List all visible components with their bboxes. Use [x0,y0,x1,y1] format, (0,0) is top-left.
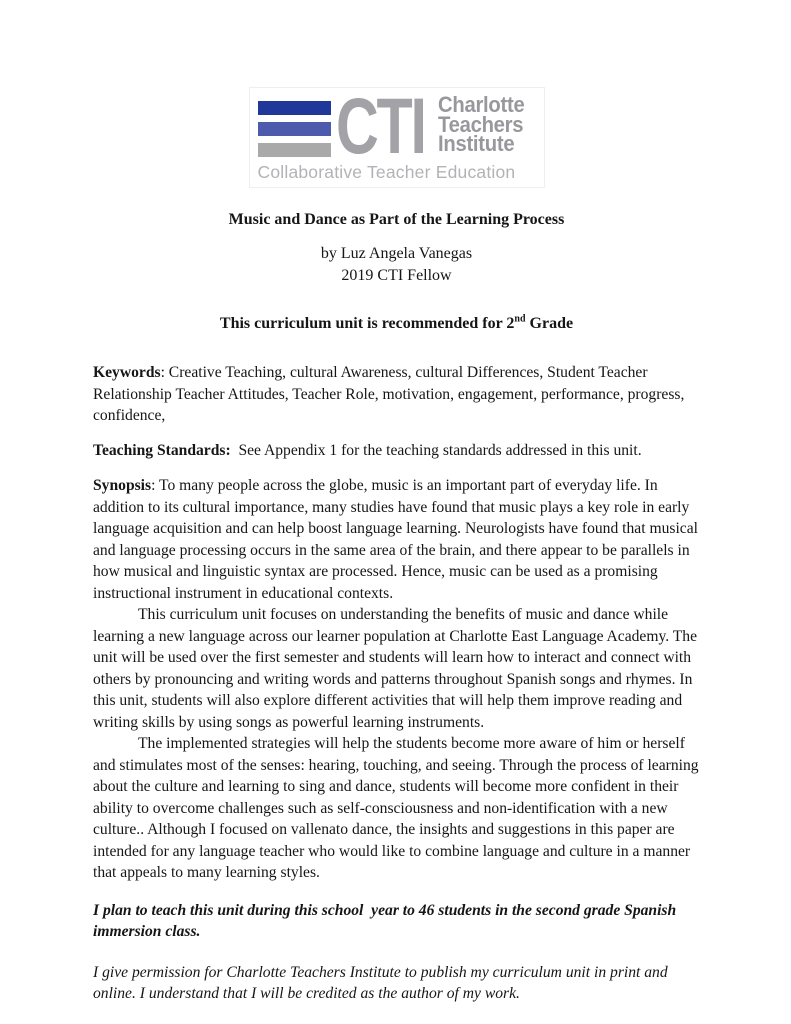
cti-logo-main [258,81,536,170]
cti-acronym-wrap [335,81,428,170]
wordmark-line-1: Charlotte [437,92,524,117]
logo-bar-top [258,101,331,115]
synopsis-paragraph-1 [93,475,700,604]
cti-tagline: Collaborative Teacher Education [257,162,516,182]
cti-logo [249,81,545,188]
teaching-standards-paragraph [93,440,700,462]
keywords-text: : Creative Teaching, cultural Awareness, cultural Differences, Student Teacher Relationship Teacher Attitudes, Teacher Role, motivation, engagement, performance, progress, confidence, [93,364,689,424]
permission-statement: I give permission for Charlotte Teachers Institute to publish my curriculum unit in print and online. I understand that I will be credited as the author of my work. [93,963,672,1002]
wordmark-line-3: Institute [437,131,514,156]
cti-wordmark [437,92,536,156]
keywords-label: Keywords [93,364,161,381]
byline-block [93,243,700,286]
teaching-standards-text: See Appendix 1 for the teaching standards addressed in this unit. [230,441,642,459]
document-title: Music and Dance as Part of the Learning Process [228,211,565,228]
cti-acronym: CTI [335,81,425,170]
author-byline: by Luz Angela Vanegas [320,245,473,262]
recommendation-prefix: This curriculum unit is recommended for 2 [219,315,515,332]
teaching-standards-label: Teaching Standards: [93,441,231,459]
synopsis-text: : To many people across the globe, music is an important part of everyday life. In addition to its cultural importance, many studies have found that music plays a key role in early language acquisition and can help boost language learning. Neurologists have found that musical and language processing occurs in the same area of the brain, and there appear to be parallels in how musical and linguistic syntax are processed. Hence, music can be used as a promising instructional instrument in educational contexts. [93,477,702,602]
logo-bar-middle [258,122,331,136]
teach-plan-statement: I plan to teach this unit during this school year to 46 students in the second grade Spanish immersion class. [93,901,681,940]
synopsis-paragraph-2: This curriculum unit focuses on understanding the benefits of music and dance while learning a new language across our learner population at Charlotte East Language Academy. The unit will be used over the first semester and students will learn how to interact and connect with others by pronouncing and writing words and patterns throughout Spanish songs and rhymes. In this unit, students will also explore different activities that will help them improve reading and writing skills by using songs as powerful learning instruments. [93,606,701,731]
cti-logo-bars-icon [258,101,331,157]
fellow-year: 2019 CTI Fellow [341,266,452,284]
synopsis-paragraph-3: The implemented strategies will help the students become more aware of him or herself and stimulates most of the senses: hearing, touching, and seeing. Through the process of learning about the culture and learning to sing and dance, students will become more confident in their ability to overcome challenges such as self-consciousness and non-identification with a new culture.. Although I focused on vallenato dance, the insights and suggestions in this paper are intended for any language teacher who would like to combine language and culture in a manner that appeals to many learning styles. [93,735,703,881]
grade-recommendation [93,313,700,334]
grade-superscript: nd [514,313,526,325]
wordmark-line-2: Teachers [437,111,523,137]
recommendation-suffix: Grade [525,315,574,332]
synopsis-label: Synopsis [93,477,152,494]
logo-bar-bottom [258,143,331,157]
keywords-paragraph [93,362,700,427]
